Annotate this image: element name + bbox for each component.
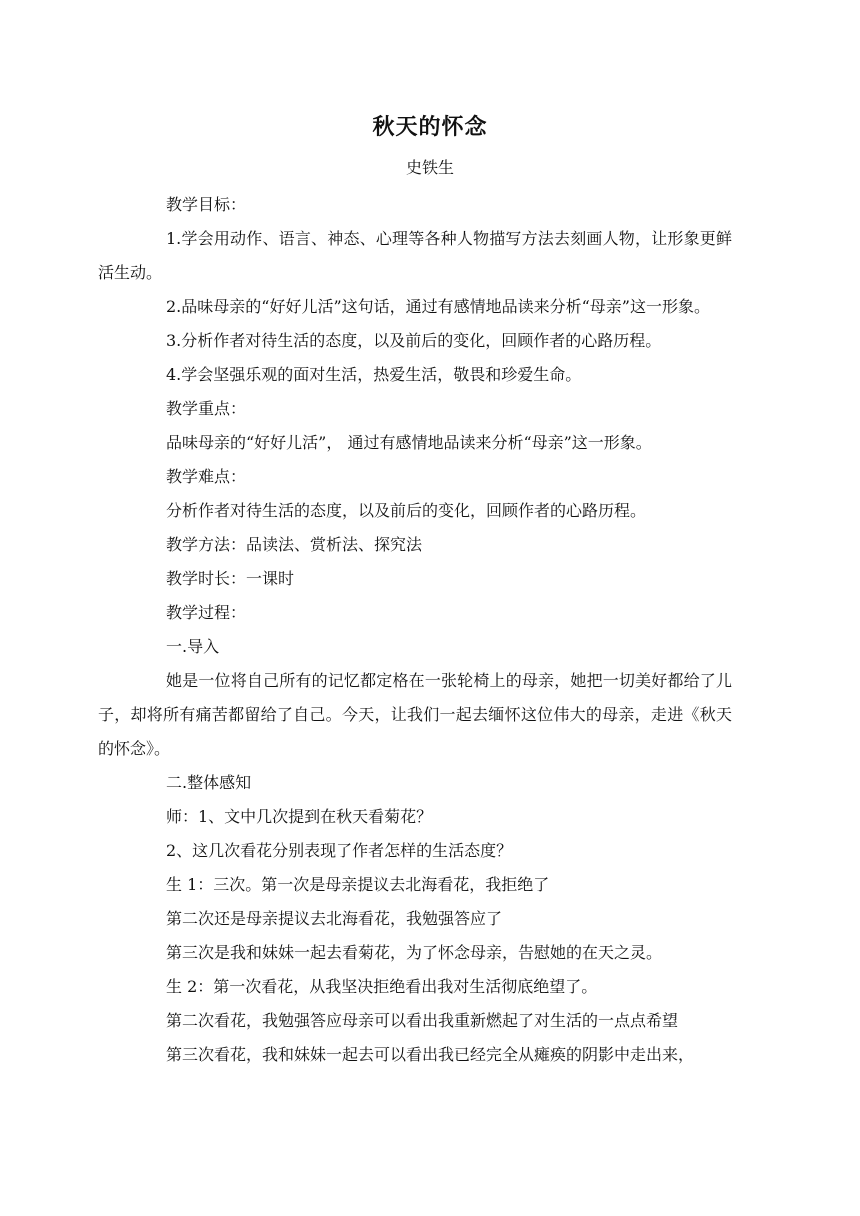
document-author: 史铁生 <box>405 158 454 177</box>
paragraph-student-1-third: 第三次是我和妹妹一起去看菊花，为了怀念母亲，告慰她的在天之灵。 <box>166 943 663 962</box>
paragraph-difficulties: 分析作者对待生活的态度，以及前后的变化，回顾作者的心路历程。 <box>166 501 647 520</box>
paragraph-goal-4: 4.学会坚强乐观的面对生活，热爱生活，敬畏和珍爱生命。 <box>166 365 582 384</box>
paragraph-student-2: 生 2：第一次看花，从我坚决拒绝看出我对生活彻底绝望了。 <box>166 977 598 996</box>
paragraph-process-heading: 教学过程： <box>166 603 247 622</box>
paragraph-teaching-goals-heading: 教学目标： <box>166 195 247 214</box>
paragraph-teacher-question-1: 师：1、文中几次提到在秋天看菊花？ <box>166 807 433 826</box>
document-title: 秋天的怀念 <box>372 115 488 140</box>
paragraph-key-points: 品味母亲的“好好儿活”， 通过有感情地品读来分析“母亲”这一形象。 <box>166 433 652 452</box>
document-body <box>98 188 732 1072</box>
paragraph-goal-3: 3.分析作者对待生活的态度，以及前后的变化，回顾作者的心路历程。 <box>166 331 662 350</box>
paragraph-student-1-second: 第二次还是母亲提议去北海看花，我勉强答应了 <box>166 909 503 928</box>
paragraph-intro-text: 她是一位将自己所有的记忆都定格在一张轮椅上的母亲，她把一切美好都给了儿子，却将所有痛苦都留给了自己。今天，让我们一起去缅怀这位伟大的母亲，走进《秋天的怀念》。 <box>98 671 732 758</box>
paragraph-goal-2: 2.品味母亲的“好好儿活”这句话，通过有感情地品读来分析“母亲”这一形象。 <box>166 297 710 316</box>
paragraph-section-overall: 二.整体感知 <box>166 773 252 792</box>
paragraph-duration: 教学时长：一课时 <box>166 569 295 588</box>
paragraph-section-intro: 一.导入 <box>166 637 220 656</box>
paragraph-methods: 教学方法：品读法、赏析法、探究法 <box>166 535 423 554</box>
paragraph-goal-1: 1.学会用动作、语言、神态、心理等各种人物描写方法去刻画人物，让形象更鲜活生动。 <box>98 229 732 282</box>
paragraph-student-2-second: 第二次看花，我勉强答应母亲可以看出我重新燃起了对生活的一点点希望 <box>166 1011 679 1030</box>
paragraph-student-1: 生 1：三次。第一次是母亲提议去北海看花，我拒绝了 <box>166 875 550 894</box>
paragraph-teacher-question-2: 2、这几次看花分别表现了作者怎样的生活态度？ <box>166 841 513 860</box>
paragraph-key-points-heading: 教学重点： <box>166 399 247 418</box>
paragraph-difficulties-heading: 教学难点： <box>166 467 247 486</box>
paragraph-student-2-third: 第三次看花，我和妹妹一起去可以看出我已经完全从瘫痪的阴影中走出来， <box>166 1045 695 1064</box>
